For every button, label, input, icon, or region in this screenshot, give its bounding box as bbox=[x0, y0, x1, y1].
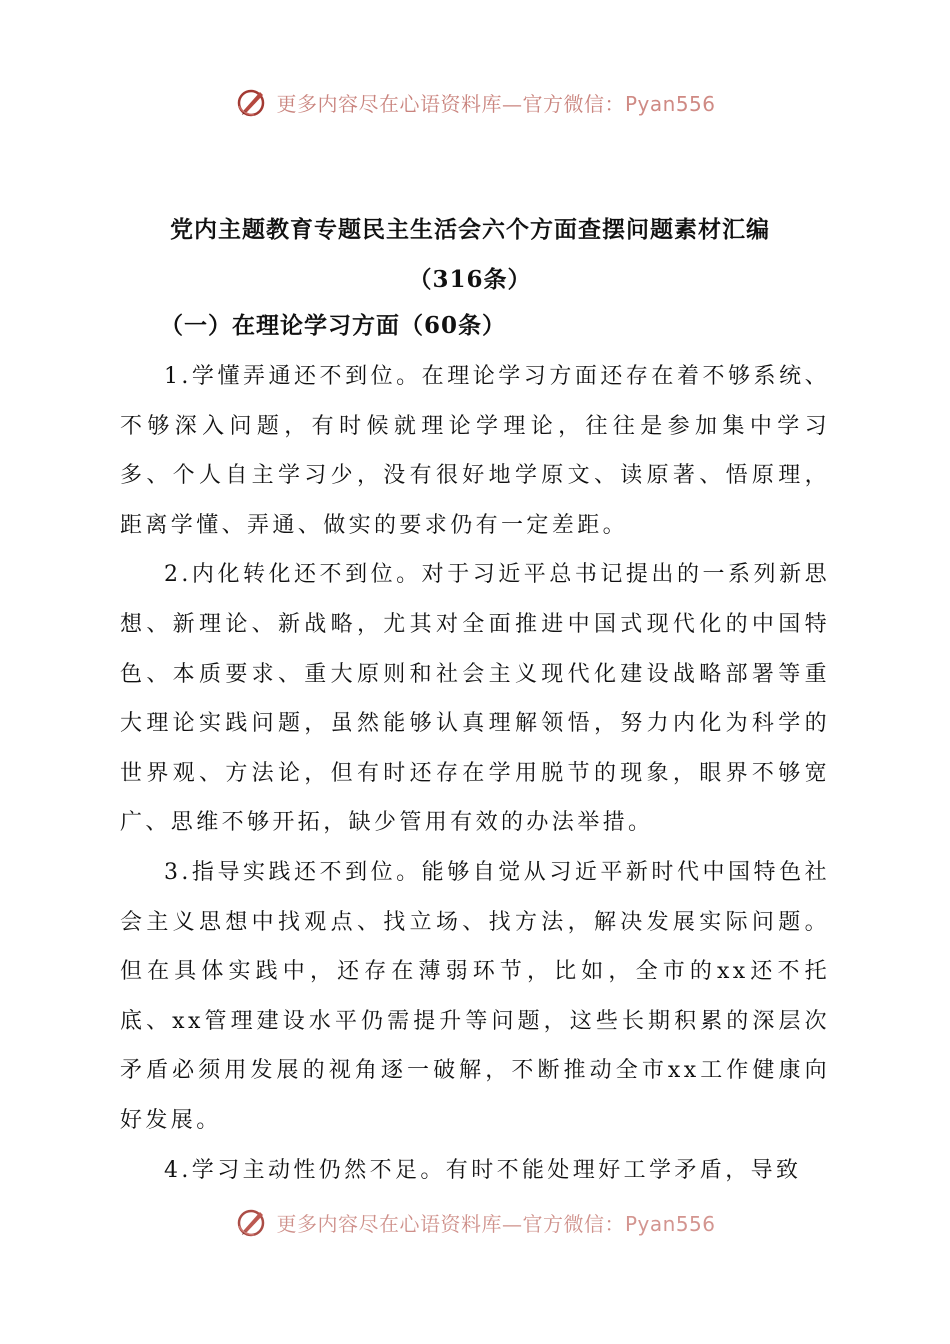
watermark-banner-top bbox=[0, 80, 950, 124]
paragraph-3: 3.指导实践还不到位。能够自觉从习近平新时代中国特色社会主义思想中找观点、找立场、找方法，解决发展实际问题。但在具体实践中，还存在薄弱环节，比如，全市的xx还不托底、xx管理建设水平仍需提升等问题，这些长期积累的深层次矛盾必须用发展的视角逐一破解，不断推动全市xx工作健康向好发展。 bbox=[120, 859, 830, 1133]
title-line-1: 党内主题教育专题民主生活会六个方面查摆问题素材汇编 bbox=[170, 216, 770, 243]
section-heading: （一）在理论学习方面（60条） bbox=[160, 312, 507, 339]
watermark-text: 更多内容尽在心语资料库—官方微信：Pyan556 bbox=[276, 91, 716, 116]
watermark-wechat-id: Pyan556 bbox=[624, 91, 716, 116]
pen-logo-icon bbox=[234, 1204, 270, 1240]
pen-logo-icon bbox=[234, 84, 270, 120]
title-line-2: （316条） bbox=[408, 266, 532, 293]
paragraph-1: 1.学懂弄通还不到位。在理论学习方面还存在着不够系统、不够深入问题，有时候就理论学理论，往往是参加集中学习多、个人自主学习少，没有很好地学原文、读原著、悟原理，距离学懂、弄通、做实的要求仍有一定差距。 bbox=[120, 364, 830, 538]
watermark-wechat-id: Pyan556 bbox=[624, 1211, 716, 1236]
document-title bbox=[120, 205, 820, 305]
paragraph-2: 2.内化转化还不到位。对于习近平总书记提出的一系列新思想、新理论、新战略，尤其对全面推进中国式现代化的中国特色、本质要求、重大原则和社会主义现代化建设战略部署等重大理论实践问题，虽然能够认真理解领悟，努力内化为科学的世界观、方法论，但有时还存在学用脱节的现象，眼界不够宽广、思维不够开拓，缺少管用有效的办法举措。 bbox=[120, 562, 830, 836]
document-body bbox=[120, 352, 830, 1195]
watermark-text: 更多内容尽在心语资料库—官方微信：Pyan556 bbox=[276, 1211, 716, 1236]
paragraph-4: 4.学习主动性仍然不足。有时不能处理好工学矛盾，导致 bbox=[164, 1157, 802, 1183]
watermark-banner-bottom bbox=[0, 1202, 950, 1242]
